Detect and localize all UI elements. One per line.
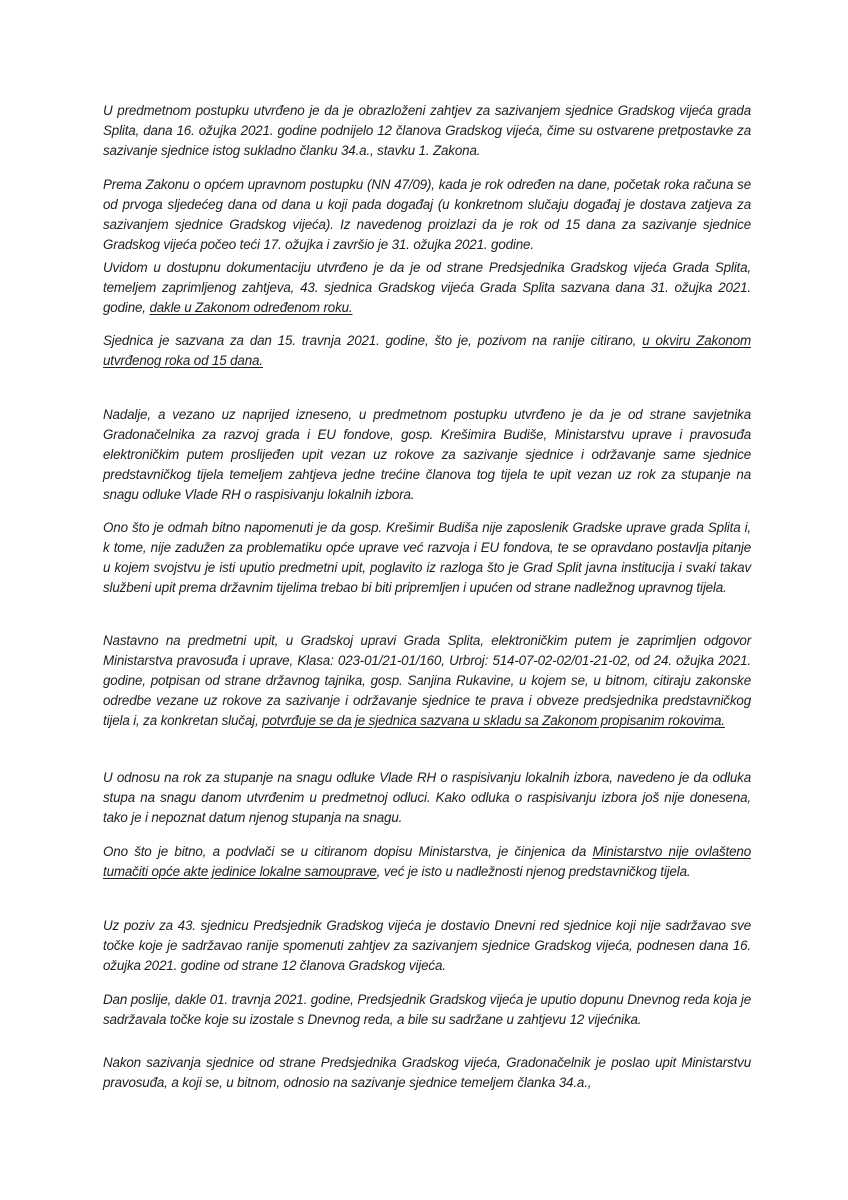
- paragraph-agenda-supplement: [103, 990, 751, 1030]
- paragraph-mayor-query: [103, 1053, 751, 1093]
- paragraph-advisor-query: [103, 405, 751, 505]
- paragraph-session-date: [103, 331, 751, 371]
- paragraph-text: Prema Zakonu o općem upravnom postupku (NN 47/09), kada je rok određen na dane, početak roka računa se od prvoga sljedećeg dana od dana u koji pada događaj (u konkretnom slučaju događaj je dostava zatjeva za sazivanjem sjednice Gradskog vijeća). Iz navedenog proizlazi da je rok od 15 dana za sazivanje sjednice Gradskog vijeća počeo teći 17. ožujka i završio je 31. ožujka 2021. godine.: [103, 177, 751, 252]
- paragraph-text-after: , već je isto u nadležnosti njenog predstavničkog tijela.: [376, 864, 691, 879]
- paragraph-text: U odnosu na rok za stupanje na snagu odluke Vlade RH o raspisivanju lokalnih izbora, navedeno je da odluka stupa na snagu danom utvrđenim u predmetnoj odluci. Kako odluka o raspisivanju izbora još nije donesena, tako je i nepoznat datum njenog stupanja na snagu.: [103, 770, 751, 825]
- paragraph-text: Sjednica je sazvana za dan 15. travnja 2021. godine, što je, pozivom na ranije citirano,: [103, 333, 643, 348]
- paragraph-ministry-authority: [103, 842, 751, 882]
- paragraph-deadline-calculation: [103, 175, 751, 255]
- paragraph-request-submitted: [103, 101, 751, 161]
- paragraph-text: Nakon sazivanja sjednice od strane Predsjednika Gradskog vijeća, Gradonačelnik je poslao upit Ministarstvu pravosuđa, a koji se, u bitnom, odnosio na sazivanje sjednice temeljem članka 34.a.,: [103, 1055, 751, 1090]
- paragraph-agenda: [103, 916, 751, 976]
- paragraph-text: Nadalje, a vezano uz naprijed izneseno, u predmetnom postupku utvrđeno je da je od strane savjetnika Gradonačelnika za razvoj grada i EU fondove, gosp. Krešimira Budiše, Ministarstvu uprave i pravosuđa elektroničkim putem proslijeđen upit vezan uz rokove za sazivanje sjednice i održavanje same sjednice predstavničkog tijela temeljem zahtjeva jedne trećine članova tog tijela te upit vezan uz rok za stupanje na snagu odluke Vlade RH o raspisivanju lokalnih izbora.: [103, 407, 751, 502]
- paragraph-text: Nastavno na predmetni upit, u Gradskoj upravi Grada Splita, elektroničkim putem je zaprimljen odgovor Ministarstva pravosuđa i uprave, Klasa: 023-01/21-01/160, Urbroj: 514-07-02-02/01-21-02, od 24. ožujka 2021. godine, potpisan od strane državnog tajnika, gosp. Sanjina Rukavine, u kojem se, u bitnom, citiraju zakonske odredbe vezane uz rokove za sazivanje i održavanje sjednice te prava i obveze predsjednika predstavničkog tijela i, za konkretan slučaj,: [103, 633, 751, 728]
- paragraph-text: U predmetnom postupku utvrđeno je da je obrazloženi zahtjev za sazivanjem sjednice Gradskog vijeća grada Splita, dana 16. ožujka 2021. godine podnijelo 12 članova Gradskog vijeća, čime su ostvarene pretpostavke za sazivanje sjednice istog sukladno članku 34.a., stavku 1. Zakona.: [103, 103, 751, 158]
- paragraph-employment-note: [103, 518, 751, 598]
- paragraph-text: Uz poziv za 43. sjednicu Predsjednik Gradskog vijeća je dostavio Dnevni red sjednice koji nije sadržavao sve točke koje je sadržavao ranije spomenuti zahtjev za sazivanjem sjednice Gradskog vijeća, podnesen dana 16. ožujka 2021. godine od strane 12 članova Gradskog vijeća.: [103, 918, 751, 973]
- paragraph-text: Uvidom u dostupnu dokumentaciju utvrđeno je da je od strane Predsjednika Gradskog vijeća Grada Splita, temeljem zaprimljenog zahtjeva, 43. sjednica Gradskog vijeća Grada Splita sazvana dana 31. ožujka 2021. godine,: [103, 260, 751, 315]
- underlined-text: u okviru Zakonom utvrđenog roka od 15 dana.: [103, 333, 752, 368]
- paragraph-ministry-response: [103, 631, 751, 731]
- underlined-text: potvrđuje se da je sjednica sazvana u skladu sa Zakonom propisanim rokovima.: [262, 713, 725, 728]
- paragraph-text: Ono što je bitno, a podvlači se u citiranom dopisu Ministarstva, je činjenica da: [103, 844, 593, 859]
- paragraph-session-convened: [103, 258, 751, 318]
- paragraph-election-decision: [103, 768, 751, 828]
- underlined-text: dakle u Zakonom određenom roku.: [149, 300, 353, 315]
- paragraph-text: Dan poslije, dakle 01. travnja 2021. godine, Predsjednik Gradskog vijeća je uputio dopunu Dnevnog reda koja je sadržavala točke koje su izostale s Dnevnog reda, a bile su sadržane u zahtjevu 12 vijećnika.: [103, 992, 751, 1027]
- paragraph-text: Ono što je odmah bitno napomenuti je da gosp. Krešimir Budiša nije zaposlenik Gradske uprave grada Splita i, k tome, nije zadužen za problematiku opće uprave već razvoja i EU fondova, te se opravdano postavlja pitanje u kojem svojstvu je isti uputio predmetni upit, poglavito iz razloga što je Grad Split javna institucija i svaki takav službeni upit prema državnim tijelima trebao bi biti pripremljen i upućen od strane nadležnog upravnog tijela.: [103, 520, 751, 595]
- underlined-text: Ministarstvo nije ovlašteno tumačiti opće akte jedinice lokalne samouprave: [103, 844, 751, 879]
